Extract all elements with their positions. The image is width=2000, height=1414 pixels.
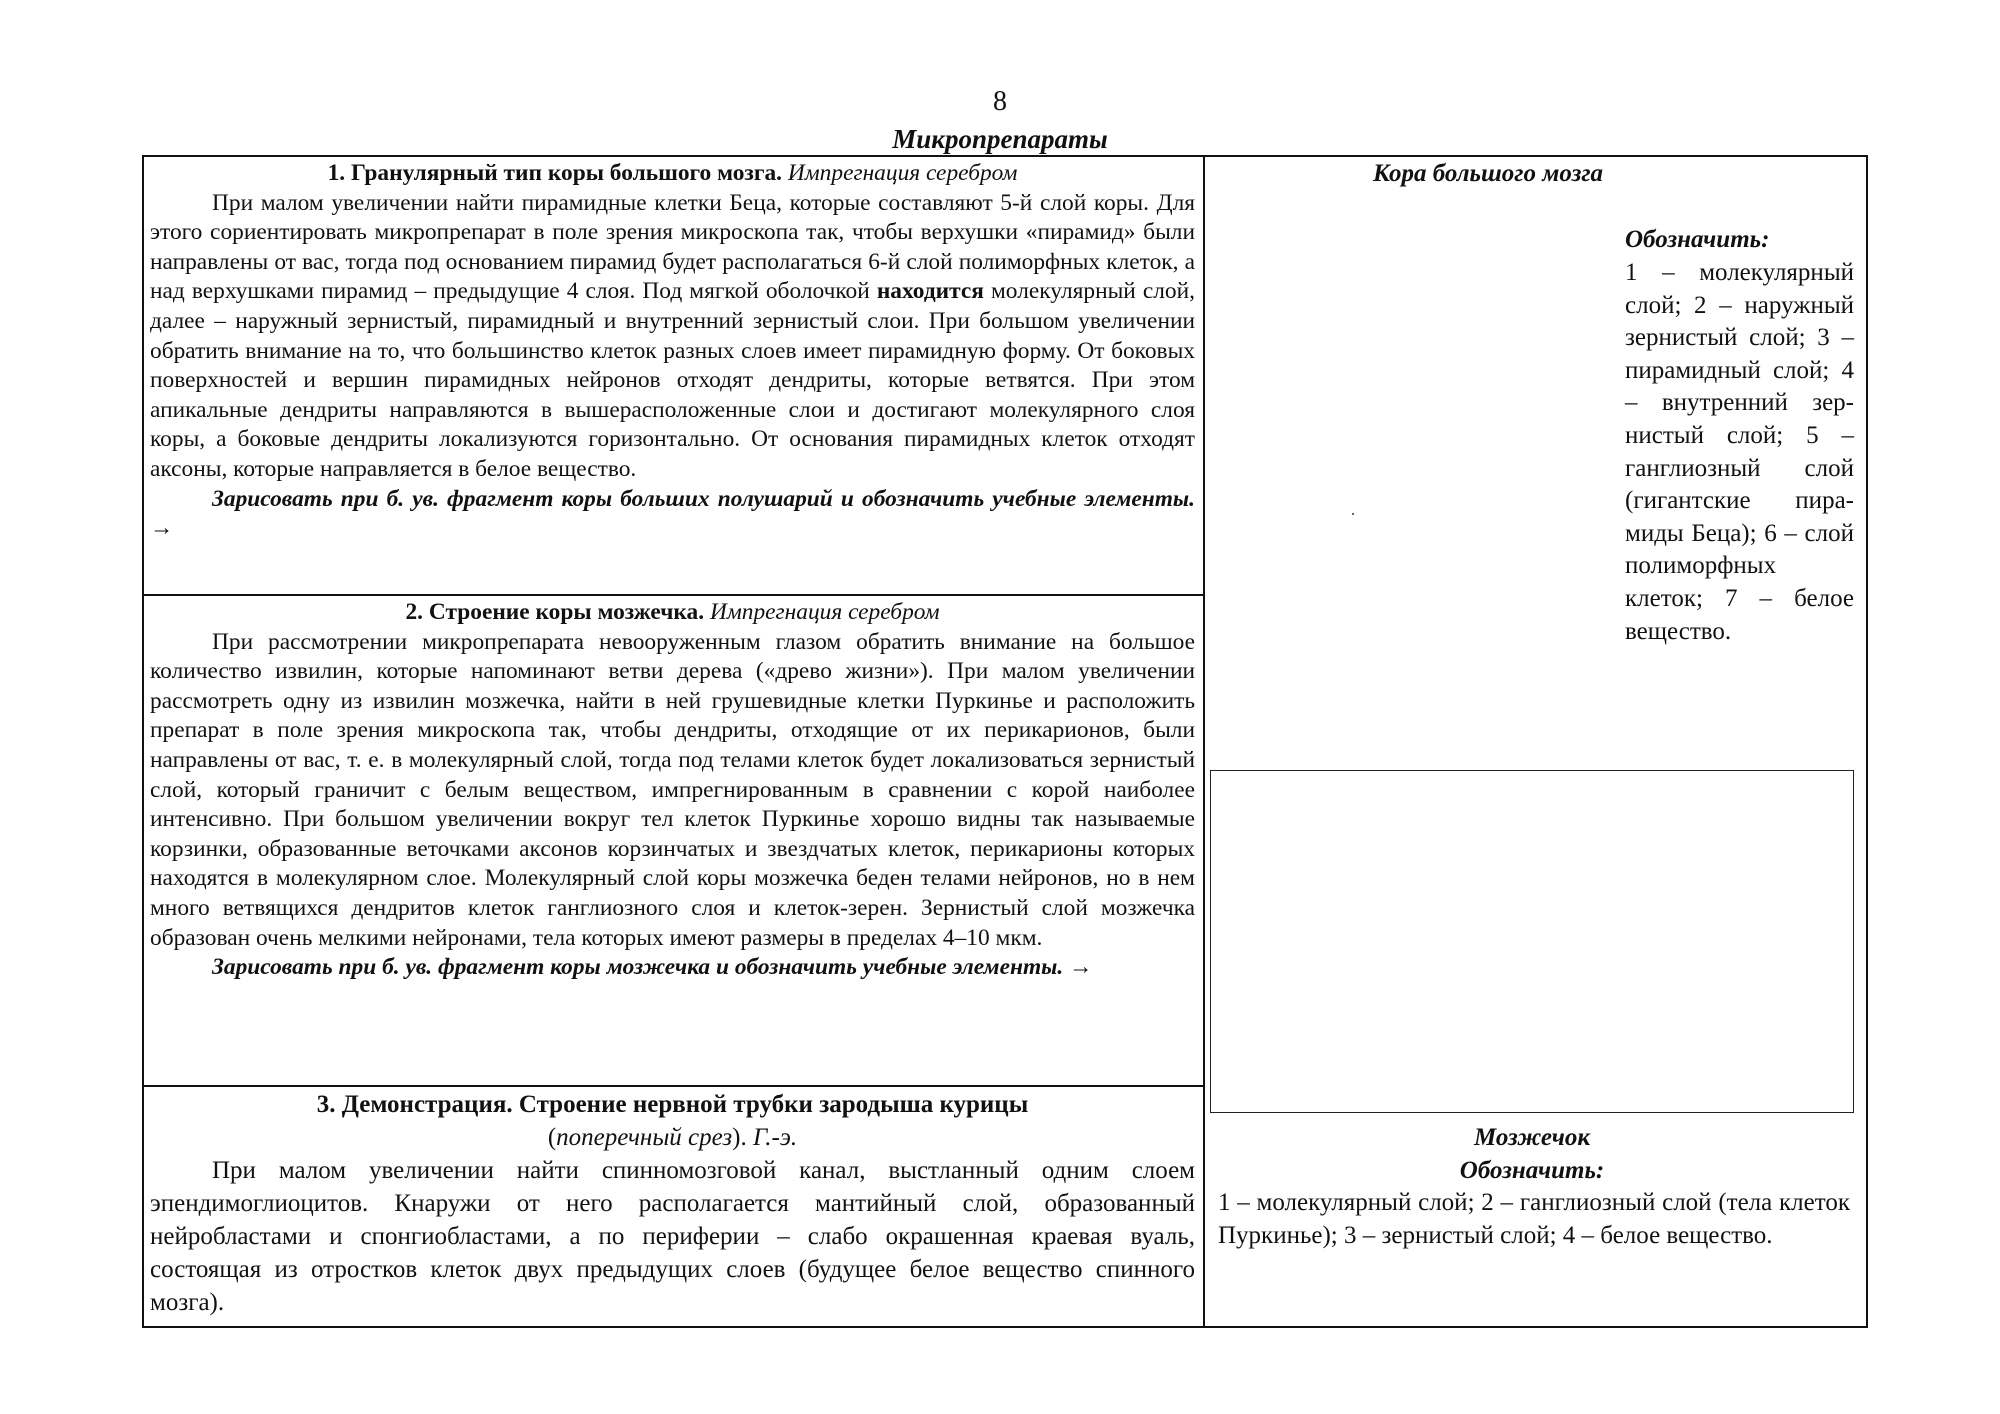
item2-body: При рассмотрении микропрепарата невооруженным глазом обратить внимание на большое количество извилин, которые напоминают ветви дерева («древо жизни»). При малом увеличении рассмотреть одну из извилин мозжечка, найти в ней грушевидные клетки Пуркинье и расположить препарат в поле зрения микроскопа так, чтобы дендриты, отходящие от их перикарионов, были направлены от вас, т. е. в молекулярный слой, тогда под телами клеток будет локализоваться зернистый слой, который граничит с белым веществом, импрегнированным в сравнении с корой наиболее интенсивно. При большом увеличении вокруг тел клеток Пуркинье хорошо видны так называемые корзинки, образованные веточками аксонов корзинчатых и звездчатых клеток, перикарионы которых находятся в молекулярном слое. Молекулярный слой коры мозжечка беден телами нейронов, но в нем много ветвящихся дендритов клеток ганглиозного слоя и клеток-зерен. Зернистый слой мозжечка образован очень мелкими нейронами, тела которых имеют размеры в пределах 4–10 мкм. bbox=[150, 628, 1195, 951]
item1-title: 1. Гранулярный тип коры большого мозга. bbox=[327, 160, 782, 186]
row-divider-2 bbox=[142, 1085, 1205, 1087]
item1-cell bbox=[150, 159, 1195, 544]
cortex-legend-text: 1 – молекулярный слой; 2 – наружный зернистый слой; 3 – пирамидный слой; 4 – внутренний зернистый слой; 5 – ганглиозный слой (гигантские пирамиды Беца); 6 – слой полиморфных клеток; 7 – белое вещество. bbox=[1625, 259, 1854, 645]
item2-title: 2. Строение коры мозжечка. bbox=[405, 599, 705, 625]
item2-heading bbox=[150, 598, 1195, 628]
item1-body-before: При малом увеличении найти пирамидные клетки Беца, которые составляют 5-й слой коры. Для этого сориентировать микропрепарат в поле зрения микроскопа так, чтобы верхушки «пирамид» были направлены от вас, тогда под основанием пирамид будет располагаться 6-й слой полиморфных клеток, а над верхушками пирамид – предыдущие 4 слоя. Под мягкой оболочкой bbox=[150, 189, 1195, 305]
item2-cell bbox=[150, 598, 1195, 983]
item3-body: При малом увеличении найти спинномозговой канал, выстланный одним слоем эпендимоглиоцитов. Кнаружи от него располагается мантийный слой, образованный нейробластами и спонгиобластами, а по периферии – слабо окрашенная краевая вуаль, состоящая из отростков клеток двух предыдущих слоев (будущее белое вещество спинного мозга). bbox=[150, 1157, 1195, 1316]
item2-stain: Импрегнация серебром bbox=[709, 599, 940, 625]
cerebellum-title: Мозжечок bbox=[1473, 1124, 1590, 1151]
cortex-legend-title: Обозначить: bbox=[1625, 226, 1770, 253]
cerebellum-drawing-box bbox=[1210, 770, 1854, 1113]
item2-task: Зарисовать при б. ув. фрагмент коры мозжечка и обозначить учебные элементы. → bbox=[212, 954, 1093, 981]
item1-body-after: молекулярный слой, далее – наружный зернистый, пирамидный и внутренний зернистый слои. При большом увеличении обратить внимание на то, что большинство клеток разных слоев имеет пирамидную форму. От боковых поверхностей и вершин пирамидных нейронов отходят дендриты, которые ветвятся. При этом апикальные дендриты направляются в вышерасположенные слои и достигают молекулярного слоя коры, а боковые дендриты локализуются горизонтально. От основания пирамидных клеток отходят аксоны, которые направляется в белое вещество. bbox=[150, 278, 1195, 482]
column-divider bbox=[1203, 155, 1205, 1328]
cerebellum-legend-title: Обозначить: bbox=[1459, 1156, 1605, 1184]
page-number: 8 bbox=[993, 86, 1007, 117]
item1-task: Зарисовать при б. ув. фрагмент коры больших полушарий и обозначить учебные элементы. → bbox=[150, 485, 1195, 542]
item3-section-type: поперечный срез bbox=[556, 1124, 733, 1151]
cerebellum-legend-text: 1 – молекулярный слой; 2 – ганглиозный слой (тела клеток Пуркинье); 3 – зернистый слой; 4 – белое вещество. bbox=[1218, 1189, 1850, 1249]
section-title: Микропрепараты bbox=[892, 124, 1108, 154]
item3-stain: Г.-э. bbox=[752, 1124, 798, 1151]
print-speck bbox=[1352, 513, 1354, 515]
item3-paren-close: ). bbox=[732, 1124, 753, 1151]
item1-body bbox=[150, 189, 1195, 485]
item1-heading bbox=[150, 159, 1195, 189]
item1-body-bold: находится bbox=[876, 278, 984, 305]
cerebellum-legend bbox=[1210, 1122, 1854, 1252]
cortex-drawing-title: Кора большого мозга bbox=[1372, 160, 1604, 187]
item1-stain: Импрегнация серебром bbox=[787, 160, 1018, 186]
item3-title: 3. Демонстрация. Строение нервной трубки зародыша курицы bbox=[316, 1091, 1029, 1118]
item3-heading bbox=[150, 1088, 1195, 1154]
item3-paren-open: ( bbox=[547, 1124, 557, 1151]
row-divider-1 bbox=[142, 594, 1205, 596]
item3-cell bbox=[150, 1088, 1195, 1319]
